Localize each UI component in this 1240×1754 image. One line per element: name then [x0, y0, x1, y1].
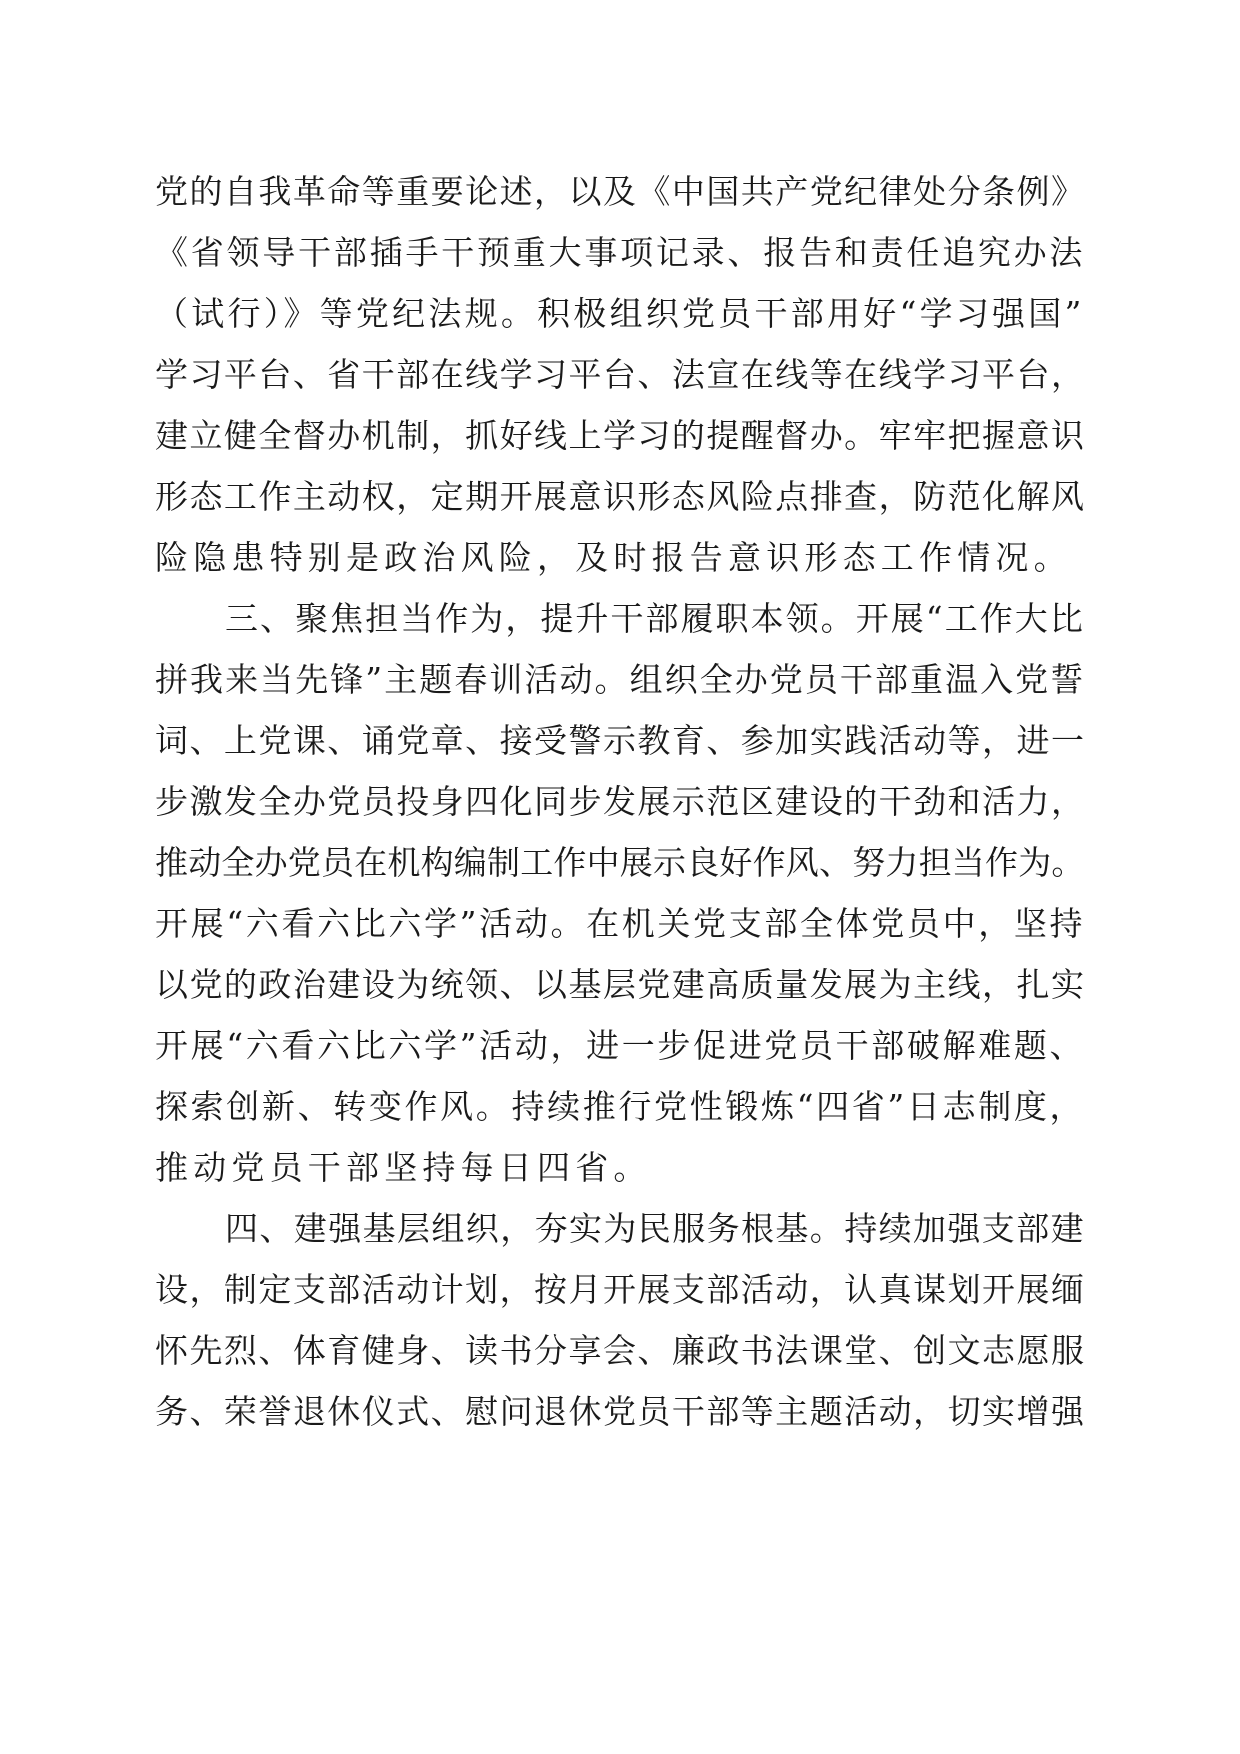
- section-heading-line: 四、建强基层组织，夯实为民服务根基。持续加强支部建: [225, 1209, 1085, 1248]
- text-line: 开展“六看六比六学”活动。在机关党支部全体党员中，坚持: [155, 904, 1086, 943]
- text-line: 务、荣誉退休仪式、慰问退休党员干部等主题活动，切实增强: [155, 1392, 1086, 1431]
- text-line: 以党的政治建设为统领、以基层党建高质量发展为主线，扎实: [155, 965, 1086, 1004]
- text-line: 词、上党课、诵党章、接受警示教育、参加实践活动等，进一: [155, 721, 1086, 760]
- text-line: 探索创新、转变作风。持续推行党性锻炼“四省”日志制度，: [155, 1087, 1086, 1126]
- text-line: 怀先烈、体育健身、读书分享会、廉政书法课堂、创文志愿服: [155, 1331, 1086, 1370]
- text-line: 形态工作主动权，定期开展意识形态风险点排查，防范化解风: [155, 477, 1086, 516]
- text-line: 推动全办党员在机构编制工作中展示良好作风、努力担当作为。: [155, 843, 1085, 882]
- text-line: 拼我来当先锋”主题春训活动。组织全办党员干部重温入党誓: [155, 660, 1086, 699]
- section-heading-line: 三、聚焦担当作为，提升干部履职本领。开展“工作大比: [225, 599, 1085, 638]
- text-line: 建立健全督办机制，抓好线上学习的提醒督办。牢牢把握意识: [155, 416, 1086, 455]
- text-line: 推动党员干部坚持每日四省。: [155, 1148, 652, 1187]
- text-line: 开展“六看六比六学”活动，进一步促进党员干部破解难题、: [155, 1026, 1086, 1065]
- text-line: （试行）》等党纪法规。积极组织党员干部用好“学习强国”: [155, 294, 1085, 333]
- text-line: 学习平台、省干部在线学习平台、法宣在线等在线学习平台，: [155, 355, 1086, 394]
- text-line: 步激发全办党员投身四化同步发展示范区建设的干劲和活力，: [155, 782, 1086, 821]
- text-line: 党的自我革命等重要论述，以及《中国共产党纪律处分条例》: [155, 172, 1086, 211]
- text-line: 《省领导干部插手干预重大事项记录、报告和责任追究办法: [155, 233, 1086, 272]
- text-line: 险隐患特别是政治风险，及时报告意识形态工作情况。: [155, 538, 1072, 577]
- text-line: 设，制定支部活动计划，按月开展支部活动，认真谋划开展缅: [155, 1270, 1086, 1309]
